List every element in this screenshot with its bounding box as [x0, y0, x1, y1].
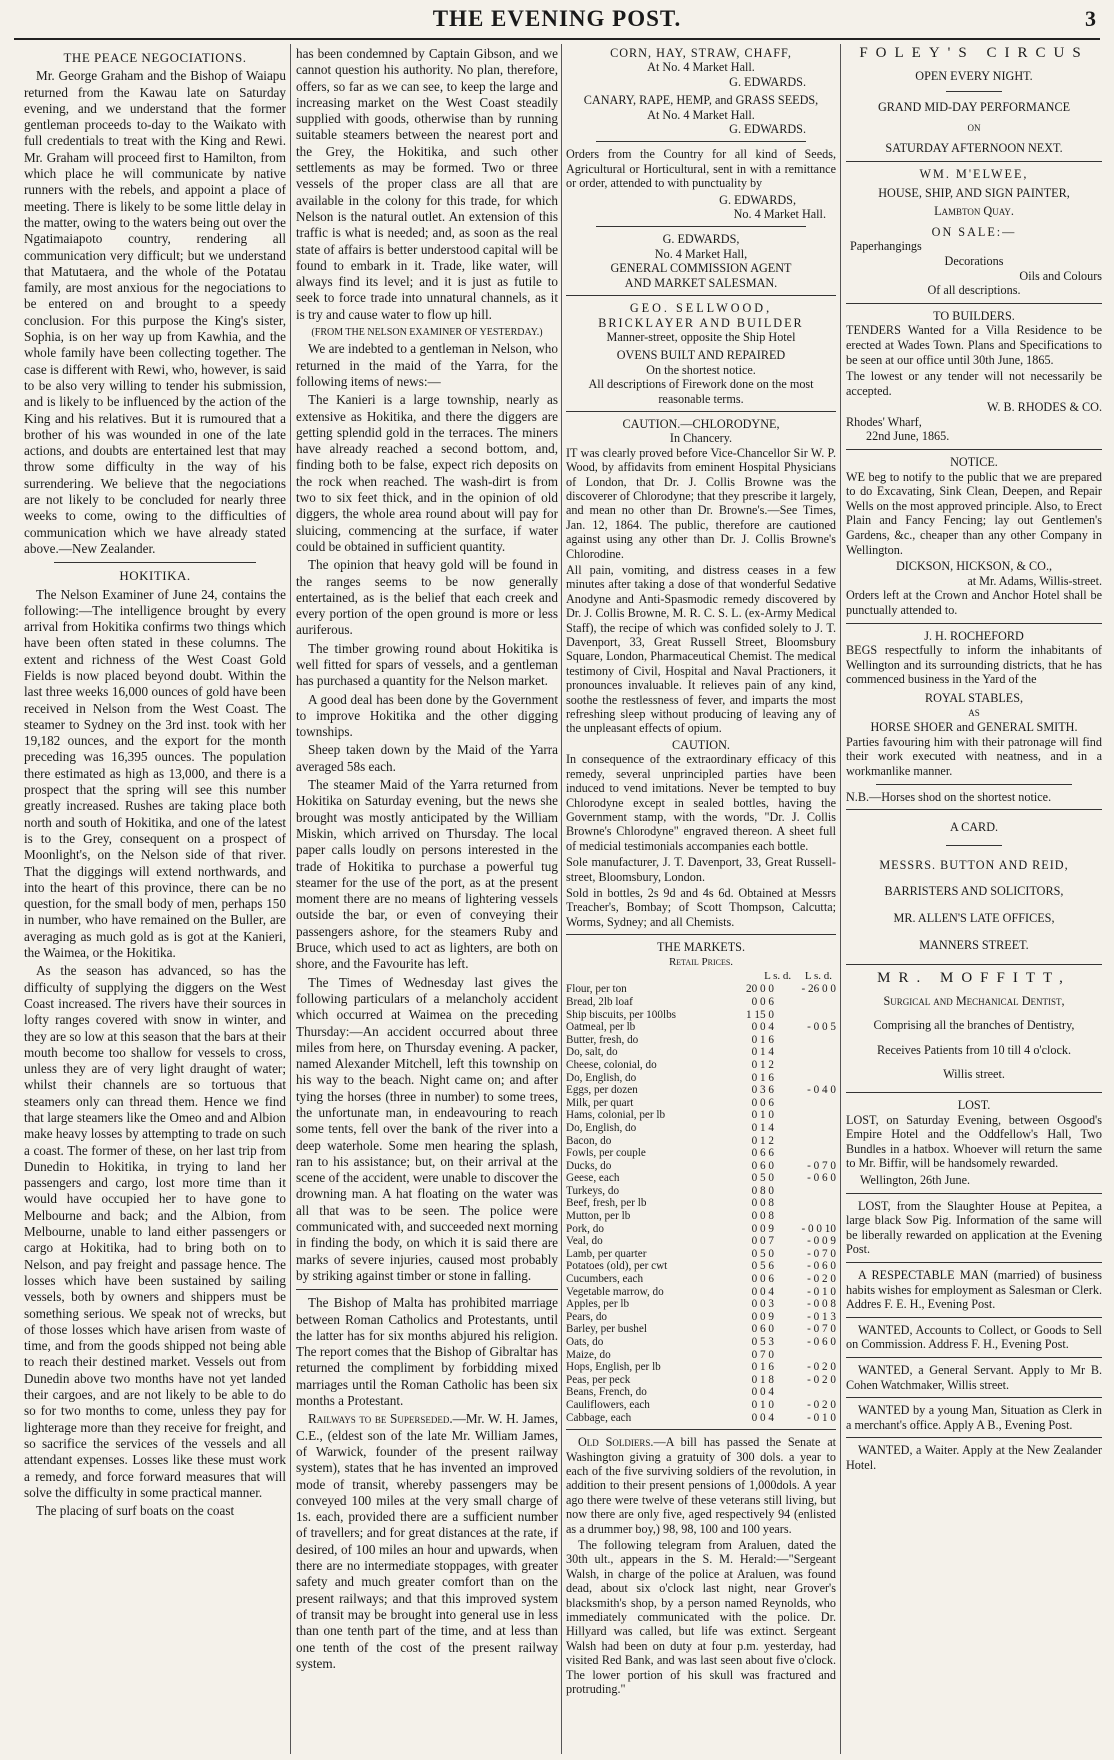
market-price-high: - 0 2 0 [807, 1273, 836, 1286]
divider [846, 964, 1102, 965]
article-paragraph: The placing of surf boats on the coast [36, 1503, 235, 1519]
article-paragraph: A good deal has been done by the Government to improve Hokitika and the other digging townships. [296, 691, 558, 740]
wanted-advert: WANTED by a young Man, Situation as Clerk in a merchant's office. Apply A B., Evening Post. [846, 1403, 1102, 1432]
market-price-high: - 0 4 0 [807, 1084, 836, 1097]
notice-text: WE beg to notify to the public that we are prepared to do Excavating, Sink Clean, Deepen, and Repair Wells on the most approved principle. Also, to Erect Plain and Fancy Fencing; lay out Gentlemen's Gardens, &c., cheaper than any other Company in Wellington. [846, 469, 1102, 557]
market-item: Cheese, colonial, do [566, 1058, 657, 1071]
market-price-high [774, 1386, 836, 1399]
market-item: Veal, do [566, 1235, 603, 1248]
market-price-high [774, 1046, 836, 1059]
article-paragraph: has been condemned by Captain Gibson, and we cannot question his authority. No plan, therefore, offers, so far as we can see, to keep the large and increasing market on the West Coast steadily supplied with goods, otherwise than by running suitable steamers between the nearest port and the Grey, the Hokitika, and such other settlements as may be formed. Two or three vessels of the proper class are all that are available in the colony for this trade, for which Nelson is the natural outlet. An extension of this traffic is what is needed; and, as soon as the real state of affairs is better understood capital will be found to embark in it. Trade, like water, will always find its level; and it is just as futile to seek to force trade into unnatural channels, as it is try and cause water to flow up hill. [296, 46, 558, 322]
market-item: Cauliflowers, each [566, 1398, 650, 1411]
market-price-low: 0 0 4 [751, 1386, 774, 1399]
market-item: Oatmeal, per lb [566, 1021, 636, 1034]
market-price-high: - 0 0 5 [807, 1021, 836, 1034]
article-paragraph: The Nelson Examiner of June 24, contains the following:—The intelligence brought by every arrival from Hokitika confirms two things which have been often stated in these columns. The extent and richness of the West Coast Gold Fields is now placed beyond doubt. Within the last three weeks 16,000 ounces of gold have been received in Nelson from the West Coast. The steamer to Sydney on the 3rd inst. took with her 19,182 ounces, and the export for the month preceding was 16,395 ounces. The population there estimated as high as 13,000, and there is a prospect that the spring will see this number greatly increased. Rushes are taking place both north and south of Hokitika, and one of the latest is to the Grey, consequent on a prospect of Moonlight's, on the Nelson side of that river. That the diggings will extend northwards, and into the heart of this province, there can be no question, for the small body of men, perhaps 150 in number, who have remained on the Buller, are averaging as much gold as is got at the Kanieri, the Waimea, or the Hokitika. [24, 586, 286, 961]
card-address: MANNERS STREET. [919, 937, 1029, 952]
market-price-high: - 0 6 0 [807, 1172, 836, 1185]
market-price-high: - 0 7 0 [807, 1247, 836, 1260]
market-price-low: 0 1 2 [751, 1058, 774, 1071]
market-row [566, 1223, 836, 1236]
column-1 [24, 46, 286, 1746]
market-price-low: 0 1 0 [751, 1398, 774, 1411]
market-price-low: 0 0 4 [751, 1021, 774, 1034]
market-price-high: - 0 7 0 [807, 1323, 836, 1336]
rocheford-name: J. H. ROCHEFORD [924, 628, 1024, 643]
market-item: Lamb, per quarter [566, 1247, 647, 1260]
divider [846, 623, 1102, 624]
notice-text: Orders left at the Crown and Anchor Hotel shall be punctually attended to. [846, 588, 1102, 617]
masthead [0, 0, 1114, 30]
market-row [566, 1059, 836, 1072]
market-price-low: 0 0 3 [751, 1298, 774, 1311]
lost-advert [846, 1098, 1102, 1188]
divider [296, 1289, 558, 1290]
notice-advert [846, 455, 1102, 618]
market-row [566, 1147, 836, 1160]
market-price-low: 0 0 9 [751, 1310, 774, 1323]
market-item: Hams, colonial, per lb [566, 1109, 666, 1122]
wanted-advert: WANTED, a General Servant. Apply to Mr B. Cohen Watchmaker, Willis street. [846, 1362, 1102, 1392]
markets-table [566, 983, 836, 1424]
market-price-high: - 0 0 10 [801, 1222, 836, 1235]
divider [566, 295, 836, 296]
market-item: Turkeys, do [566, 1184, 620, 1197]
divider [846, 1193, 1102, 1194]
circus-on: ON [967, 122, 981, 133]
divider [566, 934, 836, 935]
sellwood-trade: BRICKLAYER AND BUILDER [598, 315, 804, 330]
market-price-low: 0 0 8 [751, 1197, 774, 1210]
market-row [566, 1034, 836, 1047]
article-paragraph: As the season has advanced, so has the difficulty of supplying the diggers on the West Coast increased. The rivers have their sources in lofty ranges covered with snow in winter, and they are so low at this season that the bars at their mouth become too shallow for vessels to cross, unless they are of very light draught of water; whilst their channels are so tortuous that steamers only can thread them. Hence we find that large steamers like the Omeo and and Albion make heavy losses by attempting to trade on such a coast. The former of these, on her last trip from Dunedin to Hokitika, in trying to land her passengers and cargo, lost more time than it would have occupied her to have gone to Melbourne and back; and the Albion, from Melbourne, unable to land either passengers or cargo at Hokitika, had to bring both on to Nelson, and pay freight and passage hence. The losses which have been sustained by sailing vessels, both by owners and shippers must be something serious. We speak not of wrecks, but of those losses which have arisen from waste of time, and from the goods shipped not being able to reach their destined market. Vessels out from Dunedin above two months have not yet landed their cargoes, and are not likely to be able to do so for two months to come, unless they pay for lighterage more than they receive for freight, and so sacrifice the services of the vessels and all attendant expenses. Losses like these must work a remedy, and force forward measures that will solve the difficulty in some practical manner. [24, 963, 286, 1500]
column-divider [561, 44, 562, 1754]
sale-item: Of all descriptions. [927, 283, 1021, 298]
lost-text: LOST, on Saturday Evening, between Osgood's Empire Hotel and the Oddfellow's Hall, Two Bundles in a hatbox. Whoever will return the same to Mr. Biffir, will be handsomely rewarded. [846, 1112, 1102, 1171]
article-paragraph: The timber growing round about Hokitika is well fitted for spars of vessels, and a gentleman has purchased a quantity for the Nelson market. [296, 640, 558, 689]
market-price-high: - 26 0 0 [801, 983, 836, 996]
market-price-low: 0 1 6 [751, 1361, 774, 1374]
market-price-low: 0 1 2 [751, 1134, 774, 1147]
article-paragraph: Mr. George Graham and the Bishop of Waiapu returned from the Kawau late on Saturday evening, and we understand that the former gentleman proceeds to-day to the Waikato with full credentials to treat with the King and Rewi. Mr. Graham will proceed first to Hamilton, from which place he will communicate by native runners with the rebels, and appoint a place of meeting. There is likely to be some little delay in the matter, owing to the waters being out over the Ngatimaiapoto country, rendering all communication very difficult; but we understand that Matutaera, and the whole of the Potatau family, are most anxious for the negociations to be entered on and brought to a speedy conclusion. For this purpose the King's sister, Sophia, is on her way up from Kawhia, and the whole family have been collecting together. The case is different with Rewi, who, however, is said to be also very willing to tender his submission, and is likely to be influenced by the action of the King and his relatives. But it is rumoured that a brother of his was wounded in one of the late actions, and doubts are entertained lest that may throw some difficulty in the way of his surrendering. We believe that the negociations are not likely to be concluded for nearly three weeks to come, owing to the difficulties of communication which we have already stated above.—New Zealander. [24, 68, 286, 556]
market-price-high [774, 996, 836, 1009]
market-item: Eggs, per dozen [566, 1084, 638, 1097]
ovens-head: OVENS BUILT AND REPAIRED [616, 348, 786, 363]
caution-text: IT was clearly proved before Vice-Chancellor Sir W. P. Wood, by affidavits from eminent Hospital Physicians of London, that Dr. J. Collis Browne was the discoverer of Chlorodyne; that they prescribe it largely, and mean no other than Dr. Browne's.—See Times, Jan. 12, 1864. The public, therefore are cautioned against using any other than Dr. J. Collis Browne's Chlorodine. [566, 445, 836, 561]
respectable-man-advert: A RESPECTABLE MAN (married) of business habits wishes for employment as Salesman or Clerk. Addres F. E. H., Evening Post. [846, 1268, 1102, 1312]
ovens-sub: On the shortest notice. [646, 362, 756, 377]
divider [846, 809, 1102, 810]
market-price-high [774, 1122, 836, 1135]
market-price-low: 0 1 8 [751, 1373, 774, 1386]
markets-table-block [566, 940, 836, 1424]
column-divider [840, 44, 841, 1754]
market-row [566, 1235, 836, 1248]
market-row [566, 1323, 836, 1336]
market-price-high [774, 1197, 836, 1210]
article-paragraph: —A bill has passed the Senate at Washington giving a gratuity of 300 dols. a year to each of the five surviving soldiers of the revolution, in addition to their present pensions of 1,000dols. A year ago there were twelve of these veterans still living, but now there are only five, aged respectively 94 (enlisted as a drummer boy,) 98, 98, 100 and 100 years. [566, 1435, 836, 1536]
orders-signature: G. EDWARDS, [719, 192, 796, 207]
pig-advert: LOST, from the Slaughter House at Pepitea, a large black Sow Pig. Information of the same will be liberally rewarded on application at the Evening Post. [846, 1198, 1102, 1257]
market-row [566, 1260, 836, 1273]
rocheford-trade: HORSE SHOER and GENERAL SMITH. [870, 720, 1078, 735]
market-item: Milk, per quart [566, 1096, 634, 1109]
circus-advert [846, 46, 1102, 156]
market-price-high: - 0 0 9 [807, 1235, 836, 1248]
market-price-high [774, 1009, 836, 1022]
market-row [566, 1160, 836, 1173]
divider [566, 1429, 836, 1430]
market-price-low: 0 0 6 [751, 1273, 774, 1286]
article-paragraph: The following telegram from Araluen, dated the 30th ult., appears in the S. M. Herald:—"Sergeant Walsh, in charge of the police at Araluen, was found dead, about six o'clock last night, near Grover's blacksmith's shop, by a person named Reynolds, who immediately communicated with the police. Dr. Hillyard was called, but life was extinct. Sergeant Walsh had been on duty at four p.m. yesterday, had visited Red Bank, and was last seen about five o'clock. The lower portion of his skull was fractured and protruding." [566, 1538, 836, 1697]
builders-signature: W. B. RHODES & CO. [986, 400, 1102, 415]
notice-head: NOTICE. [950, 455, 998, 470]
rocheford-text: Parties favouring him with their patronage will find their work executed with neatness, and in a workmanlike manner. [846, 734, 1102, 778]
market-price-high: - 0 0 8 [807, 1298, 836, 1311]
canary-signature: G. EDWARDS. [729, 122, 806, 137]
divider [846, 1357, 1102, 1358]
market-row [566, 1135, 836, 1148]
market-item: Beans, French, do [566, 1386, 647, 1399]
railways-headline: Railways to be Superseded. [308, 1411, 453, 1427]
card-address: MR. ALLEN'S LATE OFFICES, [893, 910, 1055, 925]
market-item: Ship biscuits, per 100lbs [566, 1008, 677, 1021]
builders-date: 22nd June, 1865. [866, 429, 950, 444]
caution-head-2: CAUTION. [672, 737, 730, 752]
market-row [566, 1298, 836, 1311]
divider [846, 449, 1102, 450]
painter-advert [846, 167, 1102, 298]
article-paragraph: The opinion that heavy gold will be found in the ranges seems to be now generally entertained, as is the belief that each creek and every portion of the open ground is more or less auriferous. [296, 557, 558, 638]
market-item: Vegetable marrow, do [566, 1285, 664, 1298]
page-number: 3 [1085, 6, 1096, 31]
markets-head: THE MARKETS. [656, 940, 746, 955]
notice-signature: DICKSON, HICKSON, & CO., [895, 559, 1053, 574]
market-row [566, 1336, 836, 1349]
divider [566, 411, 836, 412]
circus-line: GRAND MID-DAY PERFORMANCE [877, 100, 1071, 115]
builders-text: The lowest or any tender will not necessarily be accepted. [846, 369, 1102, 398]
market-row [566, 1286, 836, 1299]
builders-text: TENDERS Wanted for a Villa Residence to be erected at Wades Town. Plans and Specifications to be seen at our office until 30th June, 1865. [846, 323, 1102, 367]
market-price-high [774, 1097, 836, 1110]
market-price-low: 0 1 4 [751, 1121, 774, 1134]
builders-advert [846, 309, 1102, 444]
rocheford-nb: N.B.—Horses shod on the shortest notice. [846, 789, 1052, 804]
market-price-low: 0 0 9 [751, 1222, 774, 1235]
ovens-text: All descriptions of Firework done on the most reasonable terms. [588, 377, 814, 406]
masthead-rule [14, 38, 1100, 40]
market-row [566, 1185, 836, 1198]
rocheford-as: AS [968, 707, 980, 718]
divider [846, 1317, 1102, 1318]
article-paragraph: The Kanieri is a large township, nearly as extensive as Hokitika, and there the diggers are getting splendid gold in the terraces. The miners have already reached a second bottom, and, finding both to be false, expect rich deposits on the rock when reached. The wash-dirt is from two to six feet thick, and in the opinion of old diggers, the whole area round about will pay for sluicing, commencing at the surface, if water could be obtained in sufficient quantity. [296, 392, 558, 554]
market-price-high: - 0 2 0 [807, 1373, 836, 1386]
article-paragraph: Sheep taken down by the Maid of the Yarra averaged 58s each. [296, 742, 558, 774]
market-price-low: 0 1 0 [751, 1109, 774, 1122]
market-item: Barley, per bushel [566, 1323, 647, 1336]
sale-item: Paperhangings [850, 239, 922, 254]
wanted-advert: WANTED, a Waiter. Apply at the New Zealander Hotel. [846, 1443, 1102, 1472]
market-price-high: - 0 6 0 [807, 1336, 836, 1348]
market-row [566, 1072, 836, 1085]
column-3 [566, 46, 836, 1746]
market-row [566, 1386, 836, 1399]
agent-title: AND MARKET SALESMAN. [624, 275, 778, 290]
divider [596, 226, 806, 227]
market-price-low: 0 1 6 [751, 1033, 774, 1046]
circus-line: SATURDAY AFTERNOON NEXT. [885, 141, 1063, 156]
market-item: Pork, do [566, 1222, 604, 1235]
market-item: Maize, do [566, 1348, 611, 1361]
market-price-high: - 0 1 3 [807, 1310, 836, 1323]
circus-name: FOLEY'S CIRCUS [859, 46, 1089, 61]
caution-text: All pain, vomiting, and distress ceases in a few minutes after taking a dose of that wonderful Sedative Anodyne and Anti-Spasmodic remedy discovered by Dr. J. Collis Browne, M. R. C. S. L. (ex-Army Medical Staff), the recipe of which was confided solely to J. T. Davenport, 33, Great Russell Street, Bloomsbury Square, London, Pharmaceutical Chemist. The medical testimony of Civil, Hospital and Naval Practioners, it pronounces invaluable. It relieves pain of any kind, soothe the restlessness of fever, and imparts the most refreshing sleep without producing of leaving any of the unpleasant effects of opium. [566, 563, 836, 736]
divider [846, 1397, 1102, 1398]
market-item: Apples, per lb [566, 1298, 630, 1311]
market-price-low: 0 5 3 [751, 1336, 774, 1348]
divider [846, 161, 1102, 162]
article-paragraph: We are indebted to a gentleman in Nelson, who returned in the maid of the Yarra, for the following items of news:— [296, 341, 558, 389]
divider [596, 141, 806, 142]
market-item: Flour, per ton [566, 983, 627, 996]
lost-date: Wellington, 26th June. [860, 1173, 971, 1188]
moffitt-title: Surgical and Mechanical Dentist, [883, 993, 1065, 1008]
rocheford-stables: ROYAL STABLES, [924, 690, 1024, 705]
market-row [566, 1311, 836, 1324]
divider [846, 303, 1102, 304]
market-item: Fowls, per couple [566, 1147, 646, 1160]
market-item: Oats, do [566, 1336, 604, 1348]
market-item: Mutton, per lb [566, 1210, 631, 1223]
market-price-low: 0 0 6 [751, 995, 774, 1008]
market-price-high: - 0 6 0 [807, 1260, 836, 1273]
builders-head: TO BUILDERS. [933, 308, 1015, 323]
divider [846, 1437, 1102, 1438]
painter-name: WM. M'ELWEE, [919, 166, 1029, 181]
market-price-low: 0 6 6 [751, 1147, 774, 1160]
orders-text: Orders from the Country for all kind of Seeds, Agricultural or Horticultural, sent in with a remittance or order, attended to with punctuality by [566, 147, 836, 191]
market-row [566, 1374, 836, 1387]
soldiers-headline: Old Soldiers. [578, 1435, 654, 1450]
divider [946, 845, 1002, 846]
market-price-high [774, 1135, 836, 1148]
newspaper-title: THE EVENING POST. [432, 6, 682, 31]
circus-line: OPEN EVERY NIGHT. [915, 68, 1033, 83]
market-price-low: 0 1 6 [751, 1071, 774, 1084]
agent-address: No. 4 Market Hall, [654, 246, 748, 261]
market-item: Ducks, do [566, 1159, 612, 1172]
moffitt-name: MR. MOFFITT, [877, 970, 1071, 987]
market-row [566, 1172, 836, 1185]
corn-address: At No. 4 Market Hall. [647, 60, 755, 75]
market-row [566, 1046, 836, 1059]
sale-item: Decorations [944, 253, 1004, 268]
market-price-high: - 0 1 0 [807, 1411, 836, 1424]
market-row [566, 1197, 836, 1210]
market-price-low: 20 0 0 [746, 983, 774, 996]
column-divider [290, 44, 291, 1754]
moffitt-advert [846, 971, 1102, 1082]
rocheford-text: BEGS respectfully to inform the inhabitants of Wellington and its surrounding districts, that he has commenced business in the Yard of the [846, 643, 1102, 687]
painter-address: Lambton Quay. [934, 204, 1014, 219]
market-price-low: 0 0 7 [751, 1235, 774, 1248]
market-item: Butter, fresh, do [566, 1033, 639, 1046]
market-item: Cabbage, each [566, 1411, 632, 1424]
divider [876, 784, 1072, 785]
article-paragraph: The Times of Wednesday last gives the following particulars of a melancholy accident which occurred at Waimea on the preceding Thursday:—An accident occurred about three miles from here, on Thursday evening. A packer, named Alexander Mitchell, left this township on his way to the beach. Night came on; and after tying the horses (three in number) to some trees, the unfortunate man, in endeavouring to reach some tents, fell over the bank of the river into a deep waterhole. Some men hearing the splash, ran to his assistance; but, on their arrival at the scene of the accident, were unable to discover the drowning man. A hat floating on the water was all that was to be seen. The police were communicated with, and succeeded next morning in finding the body, on which it is said there are marks of severe injuries, caused most probably by striking against timber or stone in falling. [296, 974, 558, 1283]
market-price-low: 0 0 6 [751, 1096, 774, 1109]
market-price-high [774, 1147, 836, 1160]
market-item: Peas, per peck [566, 1373, 631, 1386]
divider [846, 1092, 1102, 1093]
divider [846, 1262, 1102, 1263]
sale-item: Oils and Colours [1019, 268, 1102, 283]
column-2 [296, 46, 558, 1746]
caution-text: Sole manufacturer, J. T. Davenport, 33, Great Russell-street, Bloomsbury, London. [566, 855, 836, 884]
market-item: Potatoes (old), per cwt [566, 1260, 668, 1273]
notice-address: at Mr. Adams, Willis-street. [967, 573, 1102, 588]
painter-trade: HOUSE, SHIP, AND SIGN PAINTER, [878, 185, 1070, 200]
market-row [566, 1412, 836, 1425]
market-price-low: 0 6 0 [751, 1159, 774, 1172]
market-row [566, 1361, 836, 1374]
moffitt-line: Comprising all the branches of Dentistry, [873, 1018, 1075, 1033]
market-price-high [774, 1059, 836, 1072]
article-paragraph: The steamer Maid of the Yarra returned from Hokitika on Saturday evening, but the news she brought was mostly anticipated by the William Miskin, which arrived on Thursday. The local paper calls loudly on persons interested in the trade of Hokitika to purchase a powerful tug steamer for the use of the port, as at the present moment there are no means of lightering vessels outside the bar, or even of conveying their passengers ashore, for the steamers Ruby and Bruce, which used to act as lighters, are both on shore, and the Favourite has left. [296, 777, 558, 972]
agent-name: G. EDWARDS, [662, 232, 740, 247]
peace-headline: THE PEACE NEGOCIATIONS. [63, 50, 247, 65]
hokitika-headline: HOKITIKA. [119, 568, 191, 584]
market-price-low: 1 15 0 [746, 1008, 774, 1021]
market-item: Do, English, do [566, 1121, 637, 1134]
sellwood-address: Manner-street, opposite the Ship Hotel [606, 329, 796, 344]
market-item: Do, salt, do [566, 1046, 618, 1059]
corn-line: CORN, HAY, STRAW, CHAFF, [610, 46, 792, 60]
market-price-high: - 0 7 0 [807, 1159, 836, 1172]
market-item: Cucumbers, each [566, 1273, 644, 1286]
market-item: Beef, fresh, per lb [566, 1197, 647, 1210]
wanted-advert: WANTED, Accounts to Collect, or Goods to Sell on Commission. Address F. H., Evening Post. [846, 1322, 1102, 1352]
canary-address: At No. 4 Market Hall. [647, 107, 755, 122]
column-4 [846, 46, 1102, 1746]
corn-signature: G. EDWARDS. [729, 74, 806, 89]
market-price-low: 0 0 4 [751, 1411, 774, 1424]
market-price-high [774, 1072, 836, 1085]
sellwood-advert [566, 301, 836, 406]
market-price-low: 0 6 0 [751, 1323, 774, 1336]
market-price-low: 0 7 0 [751, 1348, 774, 1361]
card-name: MESSRS. BUTTON AND REID, [879, 857, 1069, 872]
market-row [566, 1021, 836, 1034]
caution-text: Sold in bottles, 2s 9d and 4s 6d. Obtained at Messrs Treacher's, Bombay; of Scott Thompson, Calcutta; Worms, Sydney; and all Chemists. [566, 885, 836, 929]
orders-address: No. 4 Market Hall. [733, 207, 826, 222]
market-price-high [774, 1210, 836, 1223]
moffitt-line: Willis street. [943, 1067, 1005, 1082]
market-row [566, 1109, 836, 1122]
market-price-low: 0 3 6 [751, 1084, 774, 1097]
corn-advert [566, 46, 836, 290]
examiner-headline: (FROM THE NELSON EXAMINER OF YESTERDAY.) [311, 327, 543, 339]
market-row [566, 1097, 836, 1110]
market-item: Bacon, do [566, 1134, 612, 1147]
divider [946, 91, 1002, 92]
market-row [566, 1122, 836, 1135]
market-price-low: 0 5 0 [751, 1172, 774, 1185]
markets-columns: L s. d. L s. d. [764, 969, 832, 982]
caution-text: In consequence of the extraordinary efficacy of this remedy, several unprincipled parties have been induced to vend imitations. Never be tempted to buy Chlorodyne except in sealed bottles, having the Government stamp, with the words, "Dr. J. Collis Browne's Chlorodyne" engraved thereon. A sheet full of medicial testimonials accompanies each bottle. [566, 752, 836, 853]
moffitt-line: Receives Patients from 10 till 4 o'clock. [876, 1042, 1072, 1057]
market-row [566, 1273, 836, 1286]
card-head: A CARD. [949, 820, 999, 835]
market-price-high [774, 1034, 836, 1047]
builders-address: Rhodes' Wharf, [846, 414, 922, 429]
market-row [566, 983, 836, 996]
market-row [566, 1248, 836, 1261]
market-price-high [774, 1109, 836, 1122]
agent-title: GENERAL COMMISSION AGENT [610, 261, 792, 276]
market-price-low: 0 0 8 [751, 1210, 774, 1223]
market-row [566, 1009, 836, 1022]
divider [54, 562, 256, 563]
market-row [566, 996, 836, 1009]
market-price-high: - 0 2 0 [807, 1361, 836, 1374]
canary-line: CANARY, RAPE, HEMP, and GRASS SEEDS, [583, 93, 819, 108]
market-price-low: 0 5 6 [751, 1260, 774, 1273]
market-price-low: 0 1 4 [751, 1046, 774, 1059]
article-paragraph: The Bishop of Malta has prohibited marriage between Roman Catholics and Protestants, until the latter has for six months abjured his religion. The report comes that the Bishop of Gibraltar has returned the compliment by forbidding mixed marriages until the Roman Catholic has been six months a Protestant. [296, 1295, 558, 1409]
caution-head: CAUTION.—CHLORODYNE, [622, 416, 780, 431]
market-price-high [774, 1349, 836, 1362]
market-price-low: 0 5 0 [751, 1247, 774, 1260]
sellwood-name: GEO. SELLWOOD, [629, 301, 773, 316]
market-item: Hops, English, per lb [566, 1361, 661, 1374]
chlorodyne-advert [566, 417, 836, 929]
market-row [566, 1349, 836, 1362]
market-row [566, 1084, 836, 1097]
card-advert [846, 820, 1102, 952]
market-price-low: 0 8 0 [751, 1184, 774, 1197]
market-item: Pears, do [566, 1310, 608, 1323]
caution-sub: In Chancery. [669, 431, 733, 446]
market-price-high [774, 1185, 836, 1198]
rocheford-advert [846, 629, 1102, 805]
market-price-high: - 0 2 0 [807, 1398, 836, 1411]
article-paragraph: —Mr. W. H. James, C.E., (eldest son of the late Mr. William James, of Warwick, founder of the present railway system), states that he has invented an improved mode of transit, whereby passengers may be conveyed 100 miles at the very small charge of 1s. each, provided there are a sufficient number of travellers; and for great distances at the rate, if desired, of 100 miles an hour and upwards, when there are no intermediate stoppages, with greater safety and much greater comfort than on the present railways; and that this improved system of transit may be brought into general use in less than one tenth part of the time, and at less than one tenth of the cost of the present railway system. [296, 1411, 558, 1671]
market-row [566, 1210, 836, 1223]
market-item: Do, English, do [566, 1071, 637, 1084]
card-title: BARRISTERS AND SOLICITORS, [884, 884, 1064, 899]
market-item: Bread, 2lb loaf [566, 995, 633, 1008]
market-row [566, 1399, 836, 1412]
market-price-high: - 0 1 0 [807, 1285, 836, 1298]
sale-head: ON SALE:— [931, 224, 1017, 239]
market-price-low: 0 0 4 [751, 1285, 774, 1298]
lost-head: LOST. [957, 1098, 991, 1113]
market-item: Geese, each [566, 1172, 620, 1185]
markets-sub: Retail Prices. [668, 955, 734, 968]
